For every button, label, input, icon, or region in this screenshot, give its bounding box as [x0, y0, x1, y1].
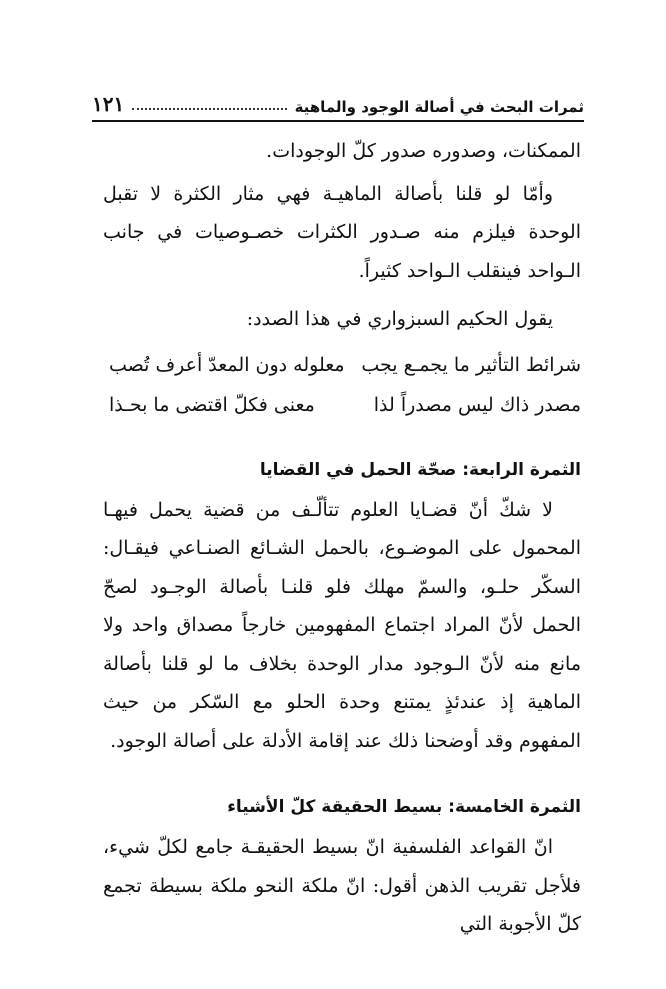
paragraph: لا شكّ أنّ قضـايا العلوم تتألّـف من قضية يحمل فيهـا المحمول على الموضـوع، بالحمل الشـائع الصنـاعي فيقـال: السكّر حلـو، والسمّ مهلك فلو قلنـا بأصالة الوجـود لصحّ الحمل لأنّ المراد اجتماع المفهومين خارجاً مصداق واحد ولا مانع منه لأنّ الـوجود مدار الوحدة بخلاف ما لو قلنا بأصالة الماهية إذ عندئذٍ يمتنع وحدة الحلو مع السّكر من حيث المفهوم وقد أوضحنا ذلك عند إقامة الأدلة على أصالة الوجود. [103, 498, 581, 752]
header-leader-dots [132, 108, 286, 110]
running-header-title: ثمرات البحث في أصالة الوجود والماهية [294, 98, 584, 116]
verse-introduction: يقول الحكيم السبزواري في هذا الصدد: [246, 308, 553, 330]
verse-hemistich: معنى فكلّ اقتضى ما بحـذا [109, 393, 315, 416]
poem-verses [103, 345, 581, 425]
verse-line [103, 345, 581, 385]
verse-hemistich: معلوله دون المعدّ أعرف تُصب [109, 353, 345, 376]
running-header [92, 86, 584, 116]
paragraph: وأمّا لو قلنا بأصالة الماهيـة فهي مثار الكثرة لا تقبل الوحدة فيلزم منه صـدور الكثرات خصـوصيات في جانب الـواحد فينقلب الـواحد كثيراً. [103, 182, 581, 282]
verse-line [103, 385, 581, 425]
verse-hemistich: شرائط التأثير ما يجمـع يجب [361, 353, 581, 376]
section-heading: الثمرة الخامسة: بسيط الحقيقة كلّ الأشياء [227, 797, 581, 817]
page-number: ١٢١ [92, 92, 125, 116]
page-body [103, 132, 581, 944]
header-rule [92, 120, 584, 122]
paragraph-continued: الممكنات، وصدوره صدور كلّ الوجودات. [266, 140, 581, 162]
paragraph: انّ القواعد الفلسفية انّ بسيط الحقيقـة جامع لكلّ شيء، فلأجل تقريب الذهن أقول: انّ ملكة النحو ملكة بسيطة تجمع كلّ الأجوبة التي [103, 836, 581, 935]
section-heading: الثمرة الرابعة: صحّة الحمل في القضايا [259, 459, 581, 480]
verse-hemistich: مصدر ذاك ليس مصدراً لذا [373, 393, 581, 416]
